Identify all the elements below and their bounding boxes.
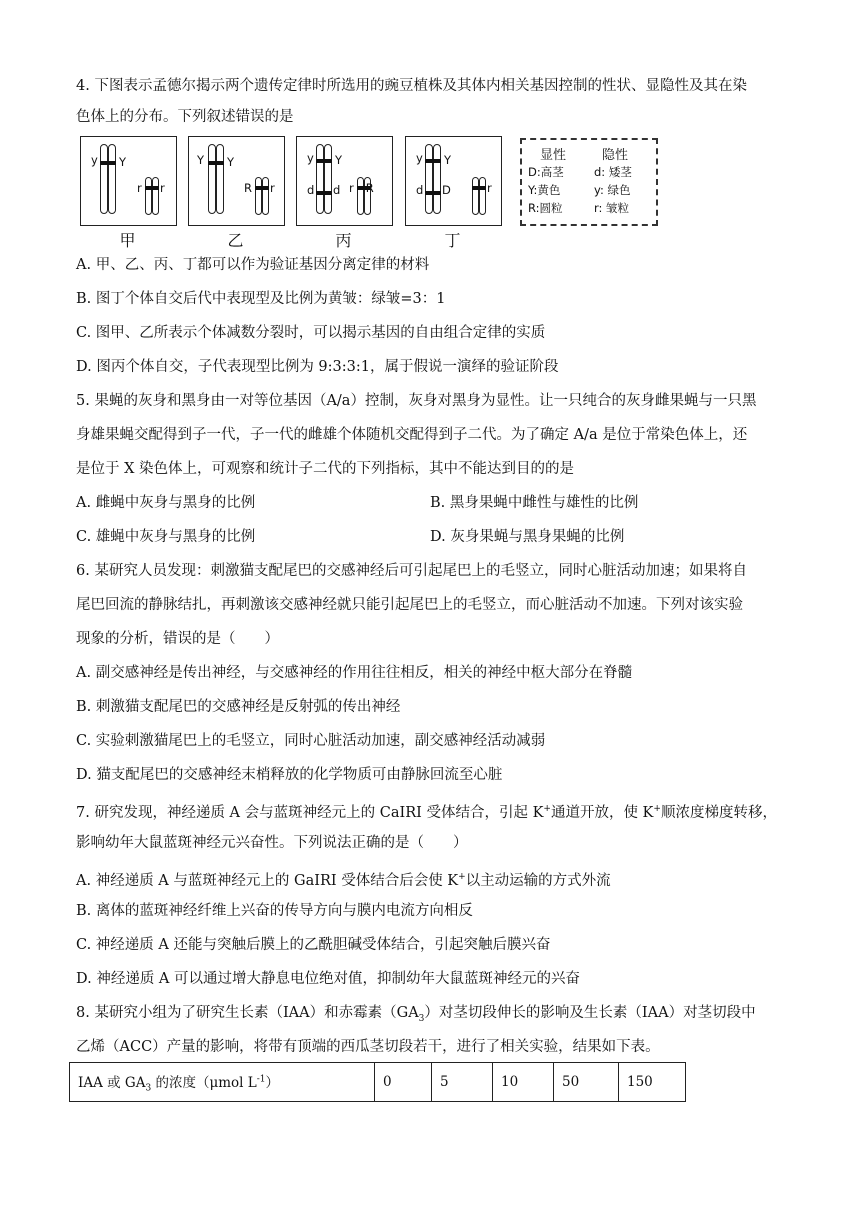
q7-option-c: C. 神经递质 A 还能与突触后膜上的乙酰胆碱受体结合，引起突触后膜兴奋	[76, 937, 551, 953]
header-sub: 3	[145, 1083, 152, 1094]
panel-caption-jia: 甲	[119, 231, 136, 250]
q5-stem-line1: 5. 果蝇的灰身和黑身由一对等位基因（A/a）控制，灰身对黑身为显性。让一只纯合的灰身雌果蝇与一只黑	[76, 393, 757, 409]
q6-stem-line1: 6. 某研究人员发现：刺激猫支配尾巴的交感神经后可引起尾巴上的毛竖立，同时心脏活动加速；如果将自	[76, 563, 747, 579]
q6-option-d: D. 猫支配尾巴的交感神经末梢释放的化学物质可由静脉回流至心脏	[76, 767, 503, 783]
q4-stem-line1: 4. 下图表示孟德尔揭示两个遗传定律时所选用的豌豆植株及其体内相关基因控制的性状、显隐性及其在染	[76, 78, 747, 94]
k-plus-sup: +	[458, 872, 466, 882]
table-cell: 5	[432, 1063, 493, 1102]
q4-option-b: B. 图丁个体自交后代中表现型及比例为黄皱：绿皱=3：1	[76, 291, 446, 307]
gene-label: rR	[349, 181, 386, 195]
q7-stem-line2: 影响幼年大鼠蓝斑神经元兴奋性。下列说法正确的是（ ）	[76, 835, 468, 851]
q7-option-a-part2: 以主动运输的方式外流	[465, 872, 611, 889]
q7-stem-part2: 通道开放，使 K	[550, 804, 654, 821]
k-plus-sup: +	[653, 804, 661, 814]
panel-jia	[80, 136, 177, 226]
q8-stem-line1	[76, 1003, 756, 1029]
table-cell: 10	[493, 1063, 554, 1102]
table-cell: 150	[619, 1063, 686, 1102]
q5-option-a: A. 雌蝇中灰身与黑身的比例	[76, 495, 256, 511]
q4-option-d: D. 图丙个体自交，子代表现型比例为 9:3:3:1，属于假说一演绎的验证阶段	[76, 359, 559, 375]
q7-option-a	[76, 867, 611, 891]
gene-label: Y	[227, 155, 235, 169]
q5-option-c: C. 雄蝇中灰身与黑身的比例	[76, 529, 256, 545]
k-plus-sup: +	[543, 804, 551, 814]
q4-stem-line2: 色体上的分布。下列叙述错误的是	[76, 109, 294, 125]
header-text: ）	[265, 1074, 280, 1091]
header-text: 的浓度（μmol L	[151, 1074, 257, 1091]
gene-label: R	[244, 181, 252, 195]
q7-option-a-part1: A. 神经递质 A 与蓝斑神经元上的 GaIRI 受体结合后会使 K	[76, 872, 459, 889]
q6-option-c: C. 实验刺激猫尾巴上的毛竖立，同时心脏活动加速，副交感神经活动减弱	[76, 733, 546, 749]
legend-dominant-r: R:圆粒	[528, 201, 563, 215]
q4-option-c: C. 图甲、乙所表示个体减数分裂时，可以揭示基因的自由组合定律的实质	[76, 325, 546, 341]
panel-bing	[296, 136, 393, 226]
q7-stem-part1: 7. 研究发现，神经递质 A 会与蓝斑神经元上的 CaIRI 受体结合，引起 K	[76, 804, 544, 821]
gene-label: Y	[335, 153, 343, 167]
gene-label: Y	[119, 155, 127, 169]
q7-option-d: D. 神经递质 A 可以通过增大静息电位绝对值，抑制幼年大鼠蓝斑神经元的兴奋	[76, 971, 581, 987]
panel-caption-ding: 丁	[444, 231, 461, 250]
gene-label: d	[333, 183, 341, 197]
q8-table	[69, 1062, 686, 1102]
q6-stem-line2: 尾巴回流的静脉结扎，再刺激该交感神经就只能引起尾巴上的毛竖立，而心脏活动不加速。下列对该实验	[76, 597, 743, 613]
table-row	[70, 1063, 686, 1102]
legend-recessive-r: r: 皱粒	[594, 201, 630, 215]
legend-dominant-header: 显性	[540, 148, 567, 163]
gene-label: y	[91, 153, 98, 167]
gene-label: Y	[444, 153, 452, 167]
q8-stem-part2: ）对茎切段伸长的影响及生长素（IAA）对茎切段中	[424, 1005, 756, 1021]
ga3-sub: 3	[418, 1013, 425, 1024]
legend-recessive-y: y: 绿色	[594, 183, 631, 197]
q8-stem-line2: 乙烯（ACC）产量的影响，将带有顶端的西瓜茎切段若干，进行了相关实验，结果如下表。	[76, 1039, 660, 1055]
legend-recessive-d: d: 矮茎	[594, 165, 632, 179]
header-sup: -1	[256, 1074, 266, 1085]
table-header-cell	[70, 1063, 375, 1102]
gene-label: d	[307, 183, 315, 197]
q4-option-a: A. 甲、乙、丙、丁都可以作为验证基因分离定律的材料	[76, 257, 430, 273]
table-cell: 50	[554, 1063, 619, 1102]
gene-label: Y	[197, 153, 205, 167]
q6-option-a: A. 副交感神经是传出神经，与交感神经的作用往往相反，相关的神经中枢大部分在脊髓	[76, 665, 633, 681]
panel-ding	[405, 136, 502, 226]
panel-caption-bing: 丙	[335, 231, 352, 250]
header-text: IAA 或 GA	[78, 1074, 146, 1091]
gene-label: r	[270, 181, 275, 195]
gene-label: r	[487, 181, 492, 195]
gene-label: d	[416, 183, 424, 197]
gene-label: D	[442, 183, 451, 197]
gene-label: y	[416, 151, 423, 165]
q8-stem-part1: 8. 某研究小组为了研究生长素（IAA）和赤霉素（GA	[76, 1005, 419, 1021]
legend-dominant-d: D:高茎	[528, 165, 564, 179]
gene-label: r	[160, 181, 165, 195]
legend-dominant-y: Y:黄色	[528, 183, 561, 197]
q5-stem-line3: 是位于 X 染色体上，可观察和统计子二代的下列指标，其中不能达到目的的是	[76, 461, 575, 477]
q7-stem-line1	[76, 799, 777, 823]
panel-caption-yi: 乙	[227, 231, 244, 250]
gene-label: y	[307, 151, 314, 165]
trait-legend	[520, 138, 658, 226]
panel-yi	[188, 136, 285, 226]
q5-option-b: B. 黑身果蝇中雌性与雄性的比例	[430, 495, 639, 511]
table-cell: 0	[375, 1063, 432, 1102]
q6-option-b: B. 刺激猫支配尾巴的交感神经是反射弧的传出神经	[76, 699, 401, 715]
legend-recessive-header: 隐性	[602, 148, 629, 163]
q7-option-b: B. 离体的蓝斑神经纤维上兴奋的传导方向与膜内电流方向相反	[76, 903, 473, 919]
q6-stem-line3: 现象的分析，错误的是（ ）	[76, 631, 279, 647]
q5-option-d: D. 灰身果蝇与黑身果蝇的比例	[430, 529, 625, 545]
gene-label: r	[137, 181, 142, 195]
q5-stem-line2: 身雄果蝇交配得到子一代，子一代的雌雄个体随机交配得到子二代。为了确定 A/a 是位于常染色体上，还	[76, 427, 748, 443]
q4-figure	[80, 136, 660, 248]
q7-stem-part3: 顺浓度梯度转移，	[660, 804, 777, 821]
